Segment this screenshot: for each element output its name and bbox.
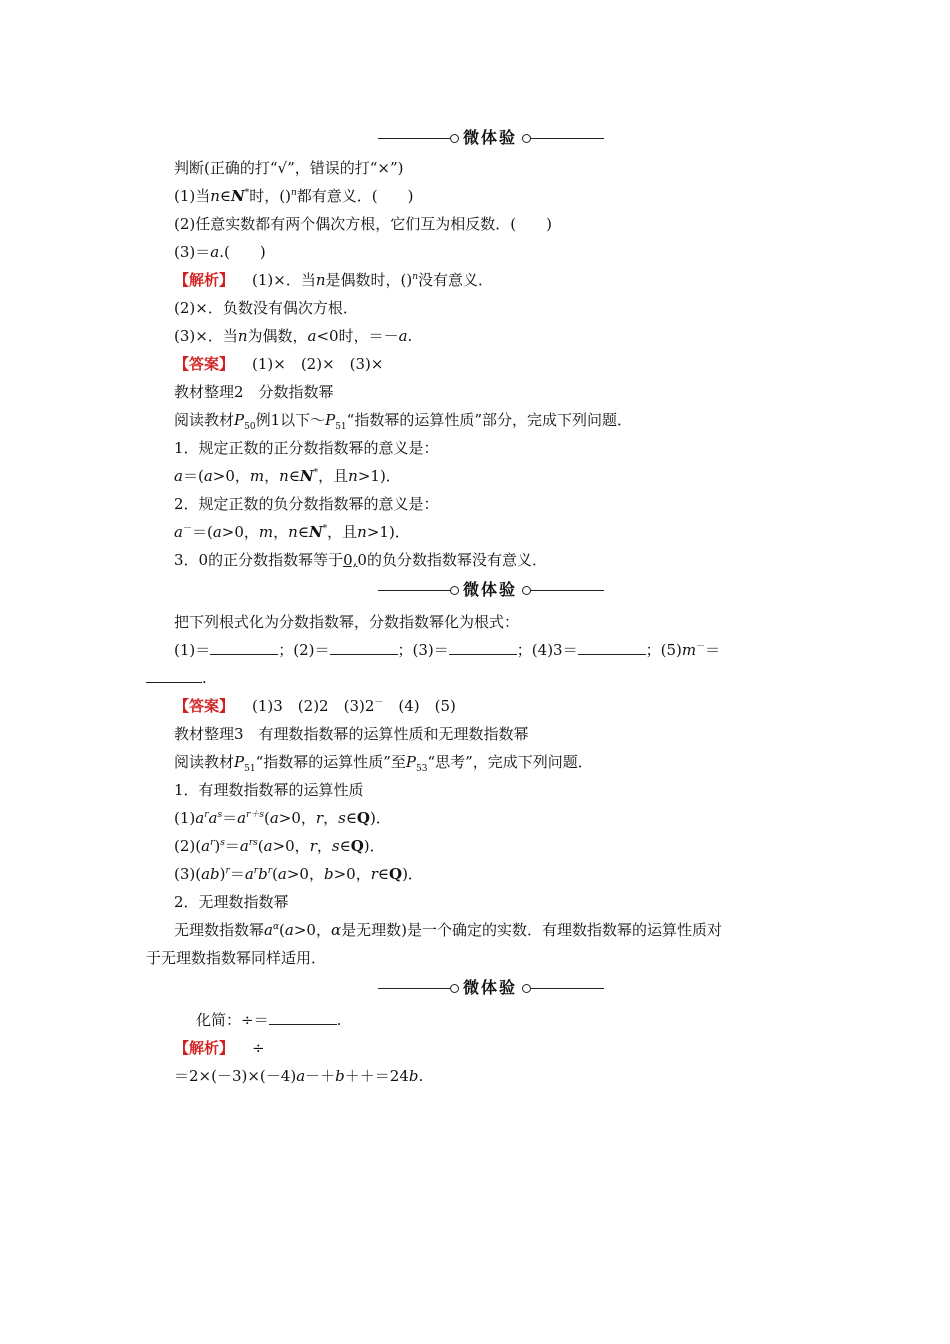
analysis-label: 【解析】 (174, 1039, 235, 1057)
question-2: (2)任意实数都有两个偶次方根，它们互为相反数．( ) (174, 215, 552, 233)
divider-title: 微体验 (462, 978, 517, 997)
formula-negative: a－＝(a>0，m，n∈N*，且n>1)． (174, 523, 410, 541)
answer-blank[interactable] (330, 642, 398, 655)
exercise-blank-end: . (146, 668, 207, 688)
section-title-2: 教材整理2 分数指数幂 (174, 383, 334, 401)
item-3-2: 2．无理数指数幂 (174, 893, 289, 911)
analysis-3: (3)×．当n为偶数，a<0时，＝－a. (174, 327, 413, 345)
exercise-intro: 把下列根式化为分数指数幂，分数指数幂化为根式： (174, 613, 520, 631)
analysis-5: 【解析】 ÷ (174, 1039, 265, 1057)
section-divider (378, 580, 604, 600)
item-2-1: 1．规定正数的正分数指数幂的意义是： (174, 439, 439, 457)
divider-title: 微体验 (462, 128, 517, 147)
answer-1: 【答案】 (1)× (2)× (3)× (174, 355, 384, 373)
irrational-paragraph-cont: 于无理数指数幂同样适用． (146, 949, 327, 967)
item-2-3: 3．0的正分数指数幂等于0,0的负分数指数幂没有意义． (174, 551, 547, 569)
rule-3: $(3)(ab)^r=a^rb^r(a>0$，b>0，r∈Q)． (174, 865, 423, 883)
answer-blank[interactable] (578, 642, 646, 655)
answer-blank[interactable] (210, 642, 278, 655)
simplify-question: 化简：÷＝ . (196, 1011, 342, 1029)
formula-positive: a＝(a>0，m，n∈N*，且n>1)． (174, 467, 401, 485)
section-title-3: 教材整理3 有理数指数幂的运算性质和无理数指数幂 (174, 725, 529, 743)
divider-title: 微体验 (462, 580, 517, 599)
answer-blank[interactable] (449, 642, 517, 655)
reading-2: 阅读教材$P_{50}$例1以下$\sim P_{51}“$指数幂的运算性质”部分，完成下列问题． (174, 411, 632, 432)
question-3: (3)＝a.( ) (174, 243, 266, 261)
analysis-label: 【解析】 (174, 271, 235, 289)
irrational-paragraph: 无理数指数幂$a^\alpha(a>0$，α是无理数)是一个确定的实数．有理数指数幂的运算性质对 (174, 921, 722, 939)
exercise-blanks: (1)＝ ；(2)＝ ；(3)＝ ；(4)3＝ ；(5)m－＝ (174, 641, 721, 659)
item-3-1: 1．有理数指数幂的运算性质 (174, 781, 364, 799)
answer-label: 【答案】 (174, 697, 235, 715)
section-divider (378, 978, 604, 998)
reading-3: 阅读教材$P_{51}“$指数幂的运算性质”至$P_{53}“$思考”，完成下列问题． (174, 753, 593, 774)
question-1: (1)当n∈N*时，()$^n$都有意义．( ) (174, 187, 414, 205)
answer-3: 【答案】 (1)3 (2)2 (3)2－ (4) (5) (174, 697, 456, 715)
judge-intro: 判断(正确的打“√”，错误的打“×”) (174, 159, 404, 177)
answer-label: 【答案】 (174, 355, 235, 373)
answer-blank[interactable] (146, 670, 202, 683)
analysis-1: 【解析】 (1)×．当n是偶数时，()$^n$没有意义． (174, 271, 494, 289)
rule-2: $(2)(a^r)^s=a^{rs}(a>0$，r，s∈Q)． (174, 837, 385, 855)
section-divider (378, 128, 604, 148)
rule-1: $(1)a^ra^s=a^{r+s}(a>0$，r，s∈Q)． (174, 809, 391, 827)
analysis-2: (2)×．负数没有偶次方根． (174, 299, 358, 317)
answer-blank[interactable] (269, 1012, 337, 1025)
simplify-result: ＝2×(－3)×(－4)a－＋b＋＋＝24b. (174, 1067, 424, 1085)
item-2-2: 2．规定正数的负分数指数幂的意义是： (174, 495, 439, 513)
